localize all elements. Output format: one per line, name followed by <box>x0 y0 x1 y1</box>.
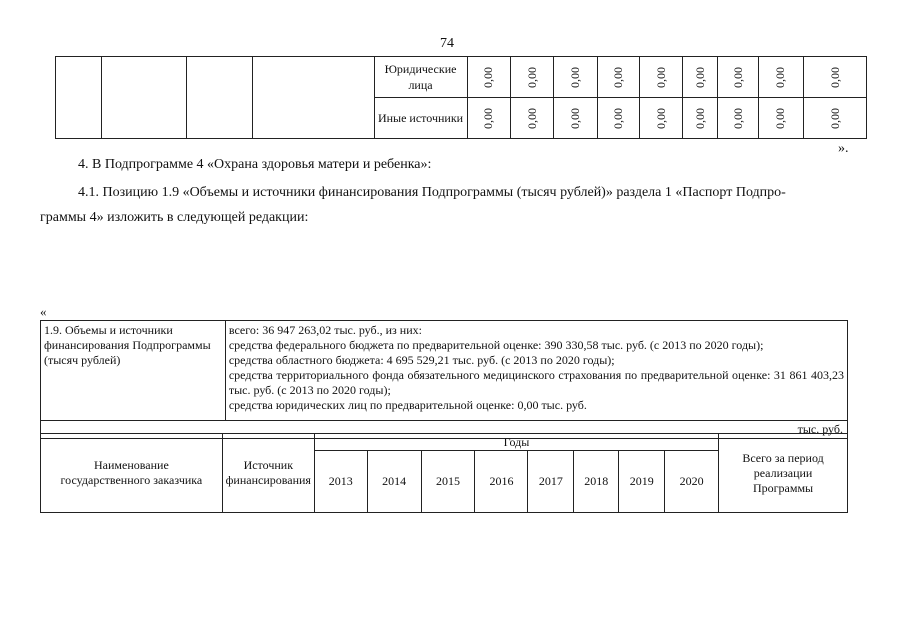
row-label: Иные источники <box>374 98 467 139</box>
year-header: 2015 <box>421 451 475 513</box>
passport-table <box>40 320 848 439</box>
top-financing-table <box>55 56 867 139</box>
open-quote: « <box>40 304 47 319</box>
table-cell <box>253 57 374 139</box>
financing-header-table <box>40 433 848 513</box>
year-header: 2019 <box>619 451 665 513</box>
table-cell <box>187 57 253 139</box>
value-cell: 0,00 <box>827 108 842 129</box>
year-header: 2016 <box>475 451 528 513</box>
year-header: 2014 <box>367 451 421 513</box>
source-header: Источник финансирования <box>222 434 314 513</box>
table-row <box>41 321 848 421</box>
value-cell: 0,00 <box>692 67 707 88</box>
customer-header: Наименование государственного заказчика <box>41 434 223 513</box>
paragraph-item-4-1: 4.1. Позицию 1.9 «Объемы и источники финансирования Подпрограммы (тысяч рублей)» раздела 1 «Паспорт Подпро- <box>78 185 786 200</box>
years-header: Годы <box>314 434 718 451</box>
value-cell: 0,00 <box>524 108 539 129</box>
value-cell: 0,00 <box>568 108 583 129</box>
passport-line: всего: 36 947 263,02 тыс. руб., из них: <box>228 323 422 337</box>
year-header: 2018 <box>574 451 619 513</box>
value-cell: 0,00 <box>653 67 668 88</box>
value-cell: 0,00 <box>773 108 788 129</box>
closing-quote: ». <box>838 141 849 156</box>
table-row <box>56 57 867 98</box>
table-cell <box>56 57 102 139</box>
value-cell: 0,00 <box>481 67 496 88</box>
year-header: 2013 <box>314 451 367 513</box>
value-cell: 0,00 <box>653 108 668 129</box>
value-cell: 0,00 <box>481 108 496 129</box>
value-cell: 0,00 <box>773 67 788 88</box>
passport-line: средства юридических лиц по предварительной оценке: 0,00 тыс. руб. <box>228 398 587 412</box>
table-row <box>41 434 848 451</box>
passport-label: 1.9. Объемы и источники финансирования Подпрограммы (тысяч рублей) <box>41 321 226 421</box>
passport-line: средства областного бюджета: 4 695 529,21 тыс. руб. (с 2013 по 2020 годы); <box>228 353 615 367</box>
value-cell: 0,00 <box>524 67 539 88</box>
table-cell <box>101 57 187 139</box>
page-number: 74 <box>440 36 454 51</box>
year-header: 2017 <box>528 451 574 513</box>
paragraph-item-4-1-continued: граммы 4» изложить в следующей редакции: <box>40 210 309 225</box>
passport-line: средства федерального бюджета по предварительной оценке: 390 330,58 тыс. руб. (с 2013 по 2020 годы); <box>228 338 764 352</box>
row-label: Юридические лица <box>374 57 467 98</box>
units-label: тыс. руб. <box>797 422 843 436</box>
value-cell: 0,00 <box>568 67 583 88</box>
year-header: 2020 <box>665 451 719 513</box>
value-cell: 0,00 <box>611 108 626 129</box>
passport-line: средства территориального фонда обязательного медицинского страхования по предварительной оценке: 31 861 403,23 тыс. руб. (с 2013 по 2020 годы); <box>228 368 844 397</box>
paragraph-section-4: 4. В Подпрограмме 4 «Охрана здоровья матери и ребенка»: <box>78 157 432 172</box>
total-header: Всего за период реализации Программы <box>719 434 848 513</box>
value-cell: 0,00 <box>730 108 745 129</box>
value-cell: 0,00 <box>827 67 842 88</box>
value-cell: 0,00 <box>611 67 626 88</box>
passport-content <box>225 321 847 421</box>
value-cell: 0,00 <box>730 67 745 88</box>
value-cell: 0,00 <box>692 108 707 129</box>
